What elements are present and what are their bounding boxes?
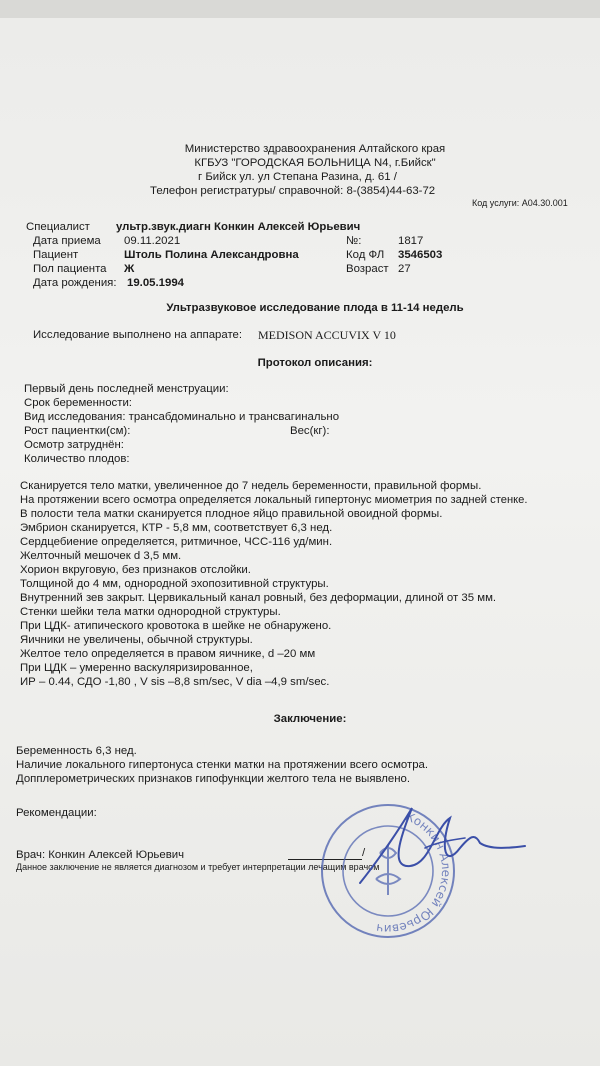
finding-line: Желточный мешочек d 3,5 мм. xyxy=(20,550,182,562)
finding-line: Сканируется тело матки, увеличенное до 7 недель беременности, правильной формы. xyxy=(20,480,482,492)
specialist-label: Специалист xyxy=(26,221,90,233)
conclusion-line: Допплерометрических признаков гипофункции желтого тела не выявлено. xyxy=(16,773,411,785)
finding-line: На протяжении всего осмотра определяется локальный гипертонус миометрия по задней стенке. xyxy=(20,494,528,506)
fetus-count-field: Количество плодов: xyxy=(24,453,130,465)
number-value: 1817 xyxy=(398,235,424,247)
birth-value: 19.05.1994 xyxy=(127,277,185,289)
specialist-value: ультр.звук.диагн Конкин Алексей Юрьевич xyxy=(116,221,361,233)
disclaimer: Данное заключение не является диагнозом и требует интерпретации лечащим врачом xyxy=(16,862,380,872)
signature-line: / xyxy=(362,847,366,859)
finding-line: Хорион вкруговую, без признаков отслойки. xyxy=(20,564,251,576)
finding-line: Толщиной до 4 мм, однородной эхопозитивной структуры. xyxy=(20,578,329,590)
height-field: Рост пациентки(см): xyxy=(24,425,131,437)
birth-label: Дата рождения: xyxy=(33,277,117,289)
number-label: №: xyxy=(346,235,362,247)
finding-line: Сердцебиение определяется, ритмичное, ЧСС-116 уд/мин. xyxy=(20,536,333,548)
exam-type-field: Вид исследования: трансабдоминально и трансвагинально xyxy=(24,411,340,423)
finding-line: Внутренний зев закрыт. Цервикальный канал ровный, без деформации, длиной от 35 мм. xyxy=(20,592,497,604)
date-value: 09.11.2021 xyxy=(124,235,181,247)
finding-line: В полости тела матки сканируется плодное яйцо правильной овоидной формы. xyxy=(20,508,443,520)
code-label: Код ФЛ xyxy=(346,249,385,261)
patient-name: Штоль Полина Александровна xyxy=(124,249,299,261)
weight-field: Вес(кг): xyxy=(290,425,330,437)
finding-line: Эмбрион сканируется, КТР - 5,8 мм, соответствует 6,3 нед. xyxy=(20,522,333,534)
finding-line: При ЦДК – умеренно васкуляризированное, xyxy=(20,662,253,674)
date-label: Дата приема xyxy=(33,235,101,247)
age-value: 27 xyxy=(398,263,411,275)
finding-line: Желтое тело определяется в правом яичнике, d –20 мм xyxy=(20,648,316,660)
stamp-text: Конкин Алексей Юрьевич xyxy=(375,809,454,937)
device-value: MEDISON ACCUVIX V 10 xyxy=(258,328,396,342)
conclusion-title: Заключение: xyxy=(273,713,347,725)
age-label: Возраст xyxy=(346,263,389,275)
difficulty-field: Осмотр затруднён: xyxy=(24,439,124,451)
phone-line: Телефон регистратуры/ справочной: 8-(3854)44-63-72 xyxy=(150,185,436,197)
recommendations-label: Рекомендации: xyxy=(16,807,97,819)
finding-line: ИР – 0.44, СДО -1,80 , V sis –8,8 sm/sec, V dia –4,9 sm/sec. xyxy=(20,676,330,688)
hospital-line: КГБУЗ "ГОРОДСКАЯ БОЛЬНИЦА N4, г.Бийск" xyxy=(194,157,436,169)
finding-line: Стенки шейки тела матки однородной структуры. xyxy=(20,606,281,618)
conclusion-line: Наличие локального гипертонуса стенки матки на протяжении всего осмотра. xyxy=(16,759,429,771)
conclusion-line: Беременность 6,3 нед. xyxy=(16,745,137,757)
term-field: Срок беременности: xyxy=(24,397,132,409)
service-code: Код услуги: А04.30.001 xyxy=(472,198,568,208)
study-title: Ультразвуковое исследование плода в 11-14 недель xyxy=(166,302,464,314)
finding-line: Яичники не увеличены, обычной структуры. xyxy=(20,634,253,646)
doctor-line: Врач: Конкин Алексей Юрьевич xyxy=(16,849,185,861)
device-label: Исследование выполнено на аппарате: xyxy=(33,329,243,341)
sex-value: Ж xyxy=(124,263,135,275)
lmp-field: Первый день последней менструации: xyxy=(24,383,229,395)
protocol-title: Протокол описания: xyxy=(257,357,373,369)
document-page xyxy=(0,18,600,1066)
code-value: 3546503 xyxy=(398,249,443,261)
ministry-line: Министерство здравоохранения Алтайского края xyxy=(184,143,446,155)
signature-icon xyxy=(340,788,530,898)
address-line: г Бийск ул. ул Степана Разина, д. 61 / xyxy=(198,171,397,183)
sex-label: Пол пациента xyxy=(33,263,107,275)
finding-line: При ЦДК- атипического кровотока в шейке не обнаружено. xyxy=(20,620,332,632)
patient-label: Пациент xyxy=(33,249,79,261)
